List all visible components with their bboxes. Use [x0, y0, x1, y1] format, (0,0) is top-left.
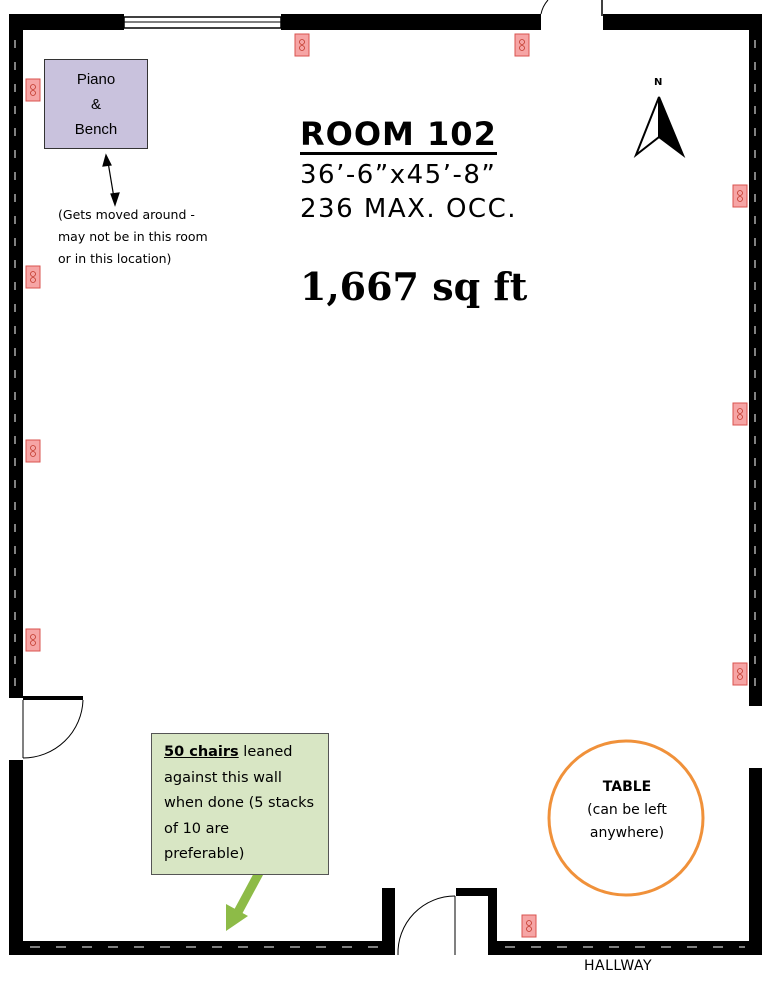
outlet-icon — [26, 629, 40, 651]
wall-top-middle — [281, 14, 541, 30]
chairs-count: 50 chairs — [164, 744, 239, 760]
wall-top-left — [9, 14, 124, 30]
outlet-icon — [733, 403, 747, 425]
outlet-icon — [26, 266, 40, 288]
wall-right-lower — [749, 768, 762, 955]
outlet-icon — [515, 34, 529, 56]
piano-note-line: (Gets moved around - — [58, 207, 195, 222]
door-swing-bottom — [398, 896, 455, 955]
wall-left-upper — [9, 14, 23, 698]
door-swing-left — [23, 700, 83, 758]
piano-label: Piano — [76, 70, 116, 88]
table-label — [560, 776, 694, 845]
table-note-line: (can be left — [587, 802, 667, 818]
outlet-icon — [522, 915, 536, 937]
outlet-icon — [733, 663, 747, 685]
wall-bottom-right — [488, 941, 762, 955]
table-title: TABLE — [602, 779, 652, 795]
outlet-icon — [733, 185, 747, 207]
chairs-note-line: of 10 are — [164, 820, 230, 837]
chairs-arrow — [226, 873, 259, 931]
room-area: 1,667 sq ft — [300, 264, 528, 309]
wall-left-lower — [9, 760, 23, 955]
chairs-note-line — [164, 740, 318, 766]
wall-top-right — [603, 14, 762, 30]
piano-bench-box — [44, 59, 148, 149]
north-arrow-icon — [636, 97, 683, 155]
chairs-note-line: preferable) — [164, 846, 245, 862]
room-title: ROOM 102 — [300, 115, 497, 153]
room-dimensions: 36’-6”x45’-8” — [300, 160, 497, 190]
wall-bottom-left — [9, 941, 395, 955]
table-note-line: anywhere) — [589, 825, 665, 841]
room-occupancy: 236 MAX. OCC. — [300, 194, 517, 224]
piano-move-arrow — [103, 155, 119, 205]
piano-note-line: or in this location) — [58, 251, 172, 266]
outlet-icon — [295, 34, 309, 56]
wall-right-upper — [749, 14, 762, 706]
piano-ampersand: & — [90, 95, 101, 113]
chairs-note-line: when done (5 stacks — [164, 795, 315, 811]
chairs-note-text: leaned — [238, 744, 293, 760]
hallway-label: HALLWAY — [584, 958, 653, 974]
door-swing-top — [541, 0, 548, 14]
piano-note-line: may not be in this room — [58, 229, 208, 244]
outlet-icon — [26, 79, 40, 101]
bench-label: Bench — [74, 120, 118, 138]
piano-note — [58, 204, 208, 270]
compass-label: N — [654, 77, 663, 88]
outlet-icon — [26, 440, 40, 462]
chairs-note-line: against this wall — [164, 769, 282, 786]
chairs-note-box — [151, 733, 329, 875]
